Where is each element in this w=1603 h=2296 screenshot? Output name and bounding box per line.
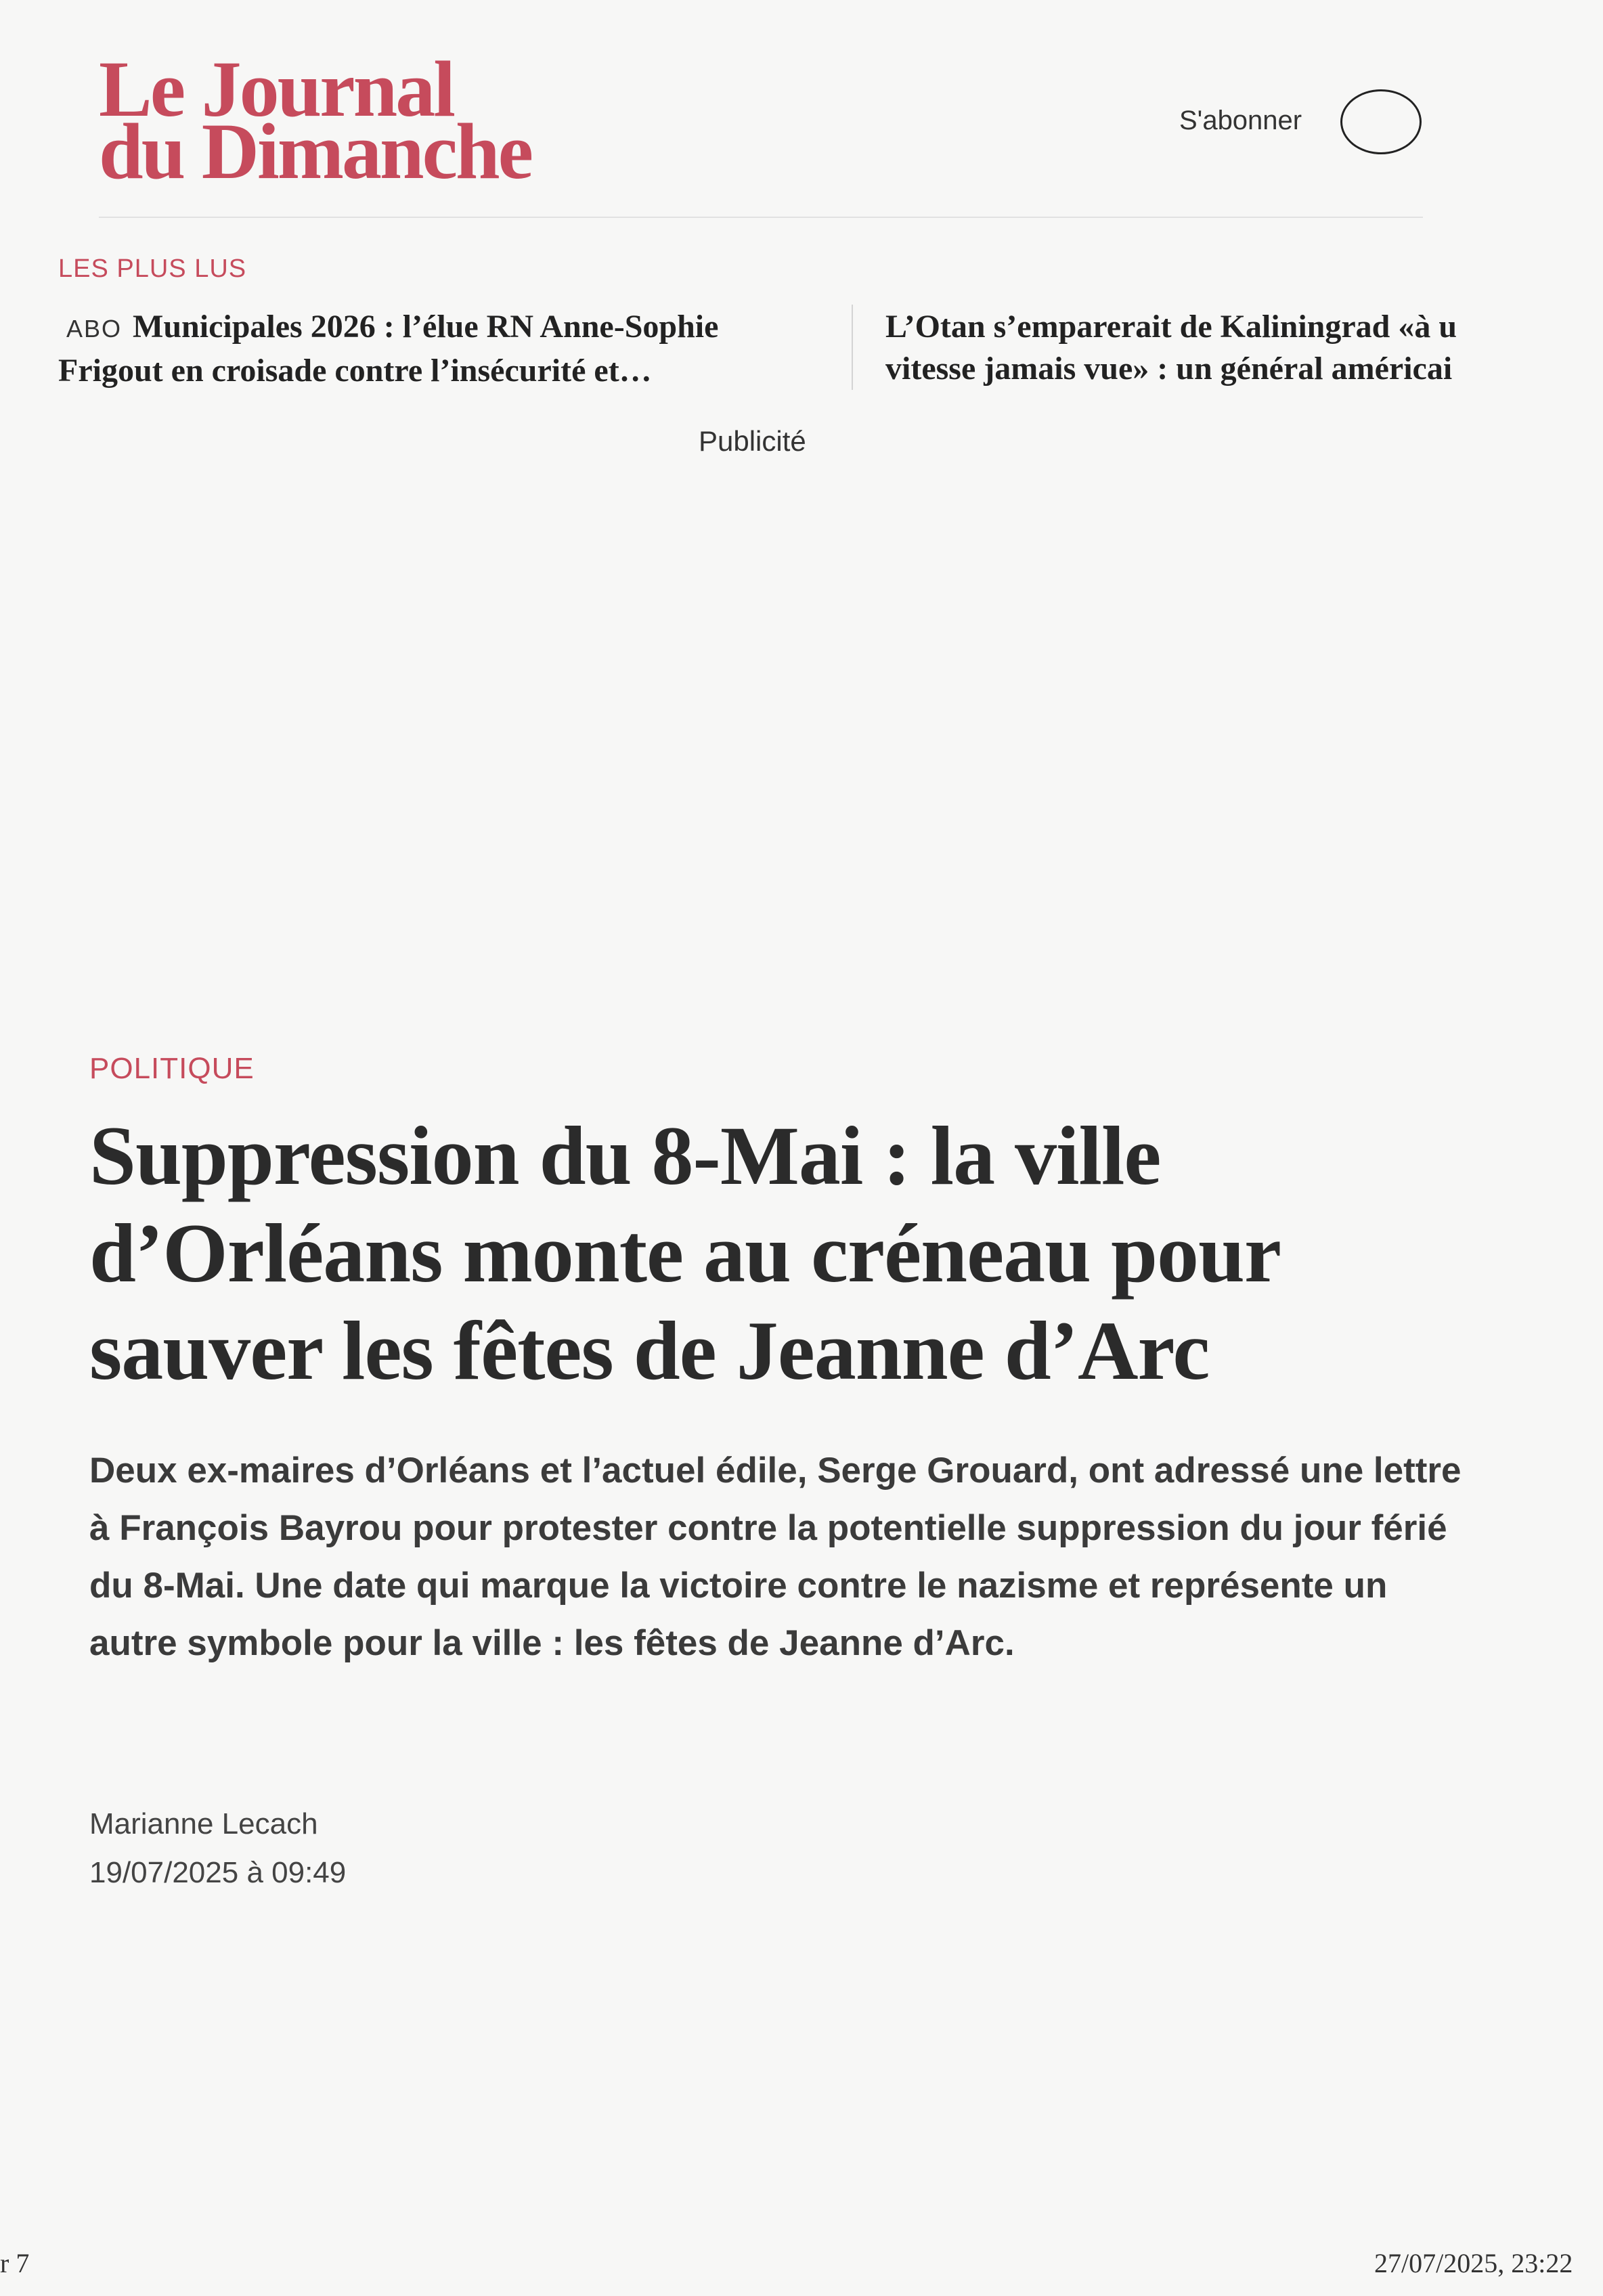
article-section[interactable]: POLITIQUE	[89, 1052, 255, 1085]
header-divider	[99, 217, 1423, 218]
subscribe-link[interactable]: S'abonner	[1179, 106, 1302, 135]
most-read-item[interactable]	[58, 306, 823, 392]
most-read-item-title[interactable]: Municipales 2026 : l’élue RN Anne-Sophie Frigout en croisade contre l’insécurité et…	[58, 309, 719, 389]
article-title: Suppression du 8-Mai : la ville d’Orléans monte au créneau pour sauver les fêtes de Jeanne d’Arc	[89, 1109, 1279, 1397]
most-read-label: LES PLUS LUS	[58, 255, 247, 283]
article-author[interactable]: Marianne Lecach	[89, 1807, 318, 1840]
ad-label: Publicité	[699, 425, 806, 457]
most-read-item[interactable]	[885, 306, 1501, 390]
article-date: 19/07/2025 à 09:49	[89, 1856, 347, 1889]
abo-badge: ABO	[66, 315, 123, 343]
most-read-item-title-line-1[interactable]: L’Otan s’emparerait de Kaliningrad «à u	[885, 309, 1457, 345]
most-read-item-title-line-2[interactable]: vitesse jamais vue» : un général américai	[885, 351, 1453, 387]
print-footer-timestamp: 27/07/2025, 23:22	[1374, 2248, 1573, 2278]
site-logo[interactable]	[99, 45, 532, 196]
print-footer-page: r 7	[0, 2248, 30, 2278]
article-lede: Deux ex-maires d’Orléans et l’actuel édile, Serge Grouard, ont adressé une lettre à François Bayrou pour protester contre la potentielle suppression du jour férié du 8-Mai. Une date qui marque la victoire contre le nazisme et représente un autre symbole pour la ville : les fêtes de Jeanne d’Arc.	[89, 1451, 1462, 1663]
logo-line-1: Le Journal	[99, 45, 454, 133]
most-read-divider	[852, 305, 853, 390]
logo-line-2: du Dimanche	[99, 107, 532, 196]
toggle-icon[interactable]	[1340, 89, 1422, 154]
